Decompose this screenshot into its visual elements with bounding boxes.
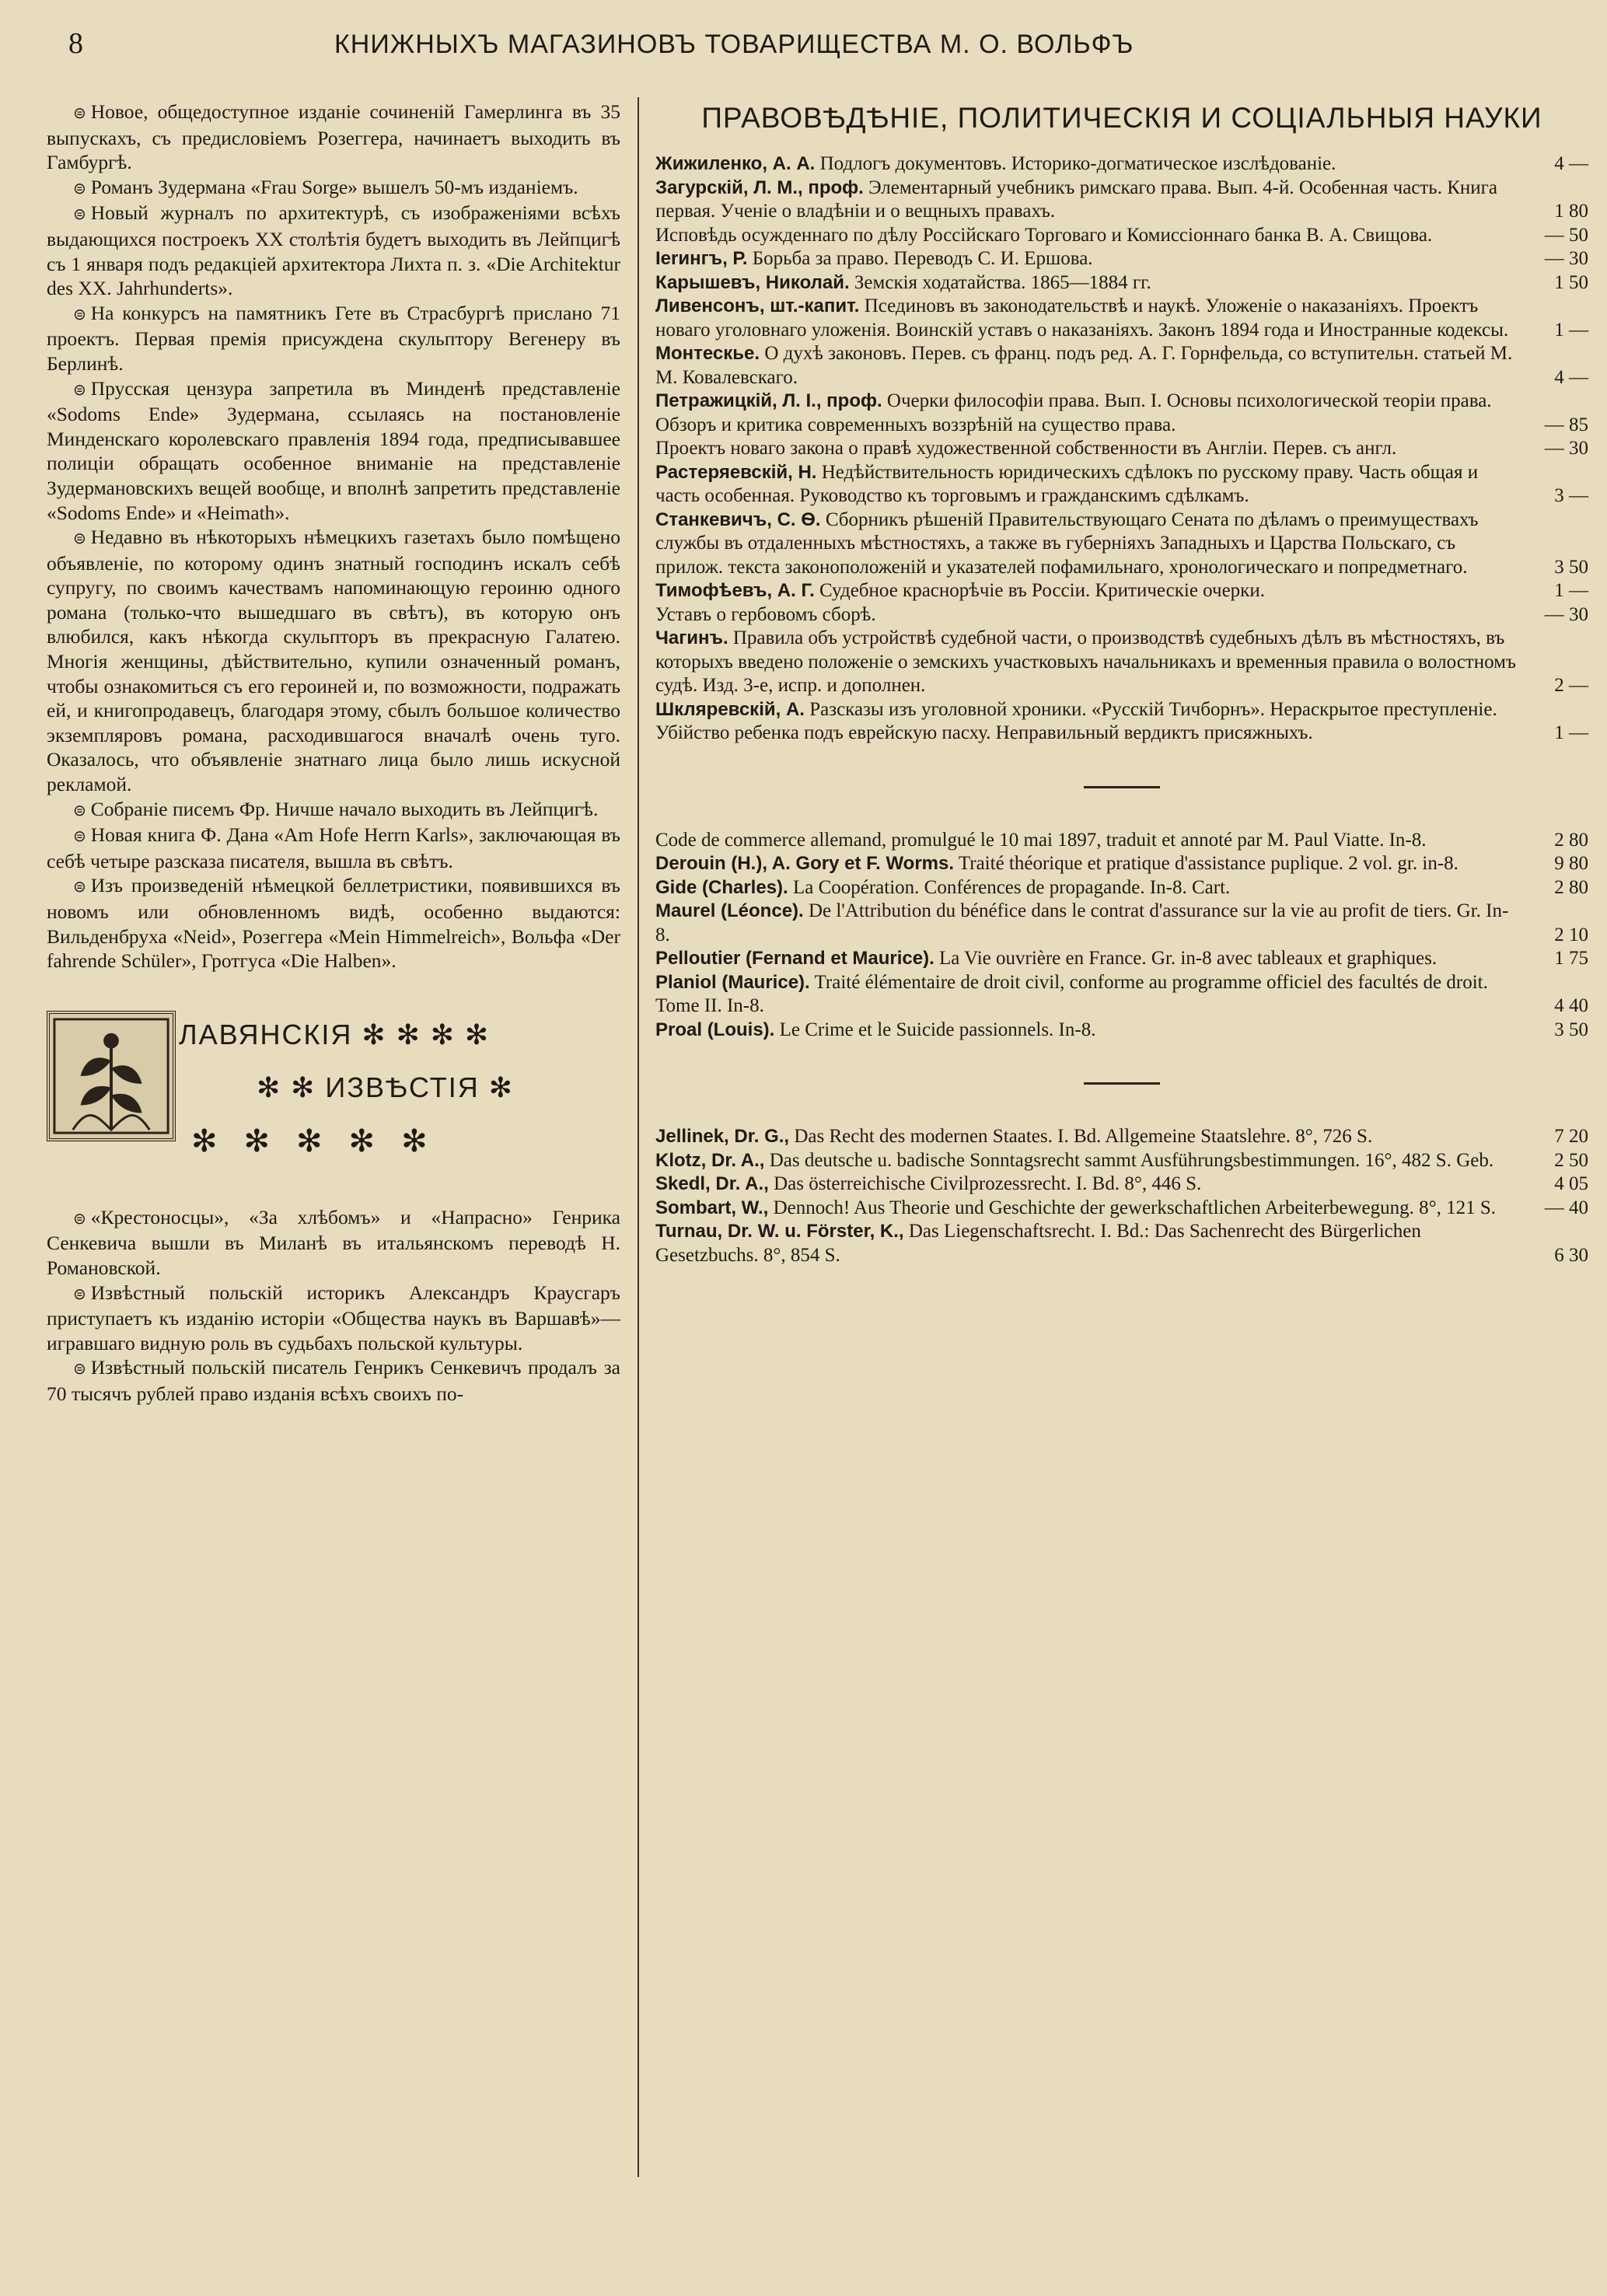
bullet-icon: ⊜ — [73, 204, 86, 224]
book-entry — [655, 698, 1588, 746]
news-item — [47, 823, 620, 873]
book-price: 4 05 — [1554, 1173, 1588, 1194]
news-text: На конкурсъ на памятникъ Гете въ Страсбургѣ прислано 71 проектъ. Первая премія присуждена скульптору Вегенеру въ Берлинѣ. — [47, 301, 620, 375]
book-entry — [655, 390, 1588, 437]
book-entry — [655, 342, 1588, 390]
book-author: Шкляревскій, А. — [655, 698, 805, 720]
book-title: Недѣйствительность юридическихъ сдѣлокъ по русскому праву. Часть общая и часть особенная. Руководство къ торговымъ и гражданскимъ сдѣлкамъ. — [655, 461, 1479, 506]
book-author: Станкевичъ, С. Ѳ. — [655, 508, 821, 530]
column-divider — [638, 97, 639, 2177]
french-book-list — [655, 829, 1588, 1043]
book-price: — 50 — [1544, 224, 1588, 246]
bullet-icon: ⊜ — [73, 1359, 86, 1379]
book-entry — [655, 152, 1588, 176]
news-text: Новый журналъ по архитектурѣ, съ изображеніями всѣхъ выдающихся построекъ XX столѣтія будетъ выходить въ Лейпцигѣ съ 1 января подъ редакціей архитектора Лихта п. з. «Die Architektur des XX. Jahrhunderts». — [47, 201, 620, 300]
news-text: Новая книга Ф. Дана «Am Hofe Herrn Karls», заключающая въ себѣ четыре разсказа писателя, вышла въ свѣтъ. — [47, 823, 620, 872]
book-price: 2 80 — [1554, 876, 1588, 898]
book-entry — [655, 224, 1588, 248]
book-price: 2 80 — [1554, 829, 1588, 851]
russian-book-list — [655, 152, 1588, 746]
news-text: Собраніе писемъ Фр. Ничше начало выходить въ Лейпцигѣ. — [90, 797, 599, 820]
book-entry — [655, 627, 1588, 698]
bullet-icon: ⊜ — [73, 1284, 86, 1303]
book-price: 2 10 — [1554, 924, 1588, 945]
book-author: Тимофѣевъ, А. Г. — [655, 580, 815, 601]
news-item — [47, 100, 620, 175]
book-author: Gide (Charles). — [655, 876, 788, 898]
news-item — [47, 1355, 620, 1406]
book-author: Ierингъ, Р. — [655, 248, 748, 269]
book-author: Карышевъ, Николай. — [655, 271, 850, 293]
section-separator — [1084, 1082, 1160, 1085]
book-author: Ливенсонъ, шт.-капит. — [655, 295, 860, 316]
book-title: Правила объ устройствѣ судебной части, о производствѣ судебныхъ дѣлъ въ мѣстностяхъ, въ которыхъ введено положеніе о земскихъ участковыхъ начальникахъ и временныя правила о волостномъ судѣ. Изд. 3-е, испр. и дополнен. — [655, 627, 1516, 696]
book-title: Псединовъ въ законодательствѣ и наукѣ. Уложеніе о наказаніяхъ. Проектъ новаго уголовнаго уложенія. Воинскій уставъ о наказаніяхъ. Законъ 1894 года и Иностранные кодексы. — [655, 295, 1509, 341]
book-price: 1 50 — [1554, 271, 1588, 293]
book-entry — [655, 461, 1588, 508]
book-entry — [655, 947, 1588, 971]
left-column — [47, 100, 620, 1407]
book-entry — [655, 852, 1588, 876]
book-title: Разсказы изъ уголовной хроники. «Русскій Тичборнъ». Нераскрытое преступленіе. Убійство ребенка подъ еврейскую пасху. Неправильный вердиктъ присяжныхъ. — [655, 698, 1497, 743]
book-title: Code de commerce allemand, promulgué le 10 mai 1897, traduit et annoté par M. Paul Viatte. In-8. — [655, 829, 1427, 851]
slavic-news-list — [47, 1205, 620, 1407]
book-title: Le Crime et le Suicide passionnels. In-8. — [779, 1019, 1096, 1040]
news-text: Извѣстный польскій историкъ Александръ Краусгаръ приступаетъ къ изданію исторіи «Общества наукъ въ Варшавѣ»—игравшаго видную роль въ судьбахъ польской культуры. — [47, 1281, 620, 1354]
book-author: Skedl, Dr. A., — [655, 1173, 769, 1194]
book-title: О духѣ законовъ. Перев. съ франц. подъ ред. А. Г. Горнфельда, со вступительн. статьей М. М. Ковалевскаго. — [655, 343, 1513, 388]
german-book-list — [655, 1125, 1588, 1267]
book-author: Proal (Louis). — [655, 1019, 775, 1040]
book-title: Исповѣдь осужденнаго по дѣлу Россійскаго Торговаго и Комиссіоннаго банка В. А. Свищова. — [655, 224, 1433, 246]
book-price: 3 50 — [1554, 556, 1588, 578]
book-entry — [655, 1172, 1588, 1197]
book-price: 4 40 — [1554, 995, 1588, 1016]
bullet-icon: ⊜ — [73, 800, 86, 820]
book-entry — [655, 971, 1588, 1019]
book-price: 2 50 — [1554, 1149, 1588, 1171]
section-separator — [1084, 786, 1160, 788]
book-entry — [655, 579, 1588, 603]
page-header — [47, 22, 1570, 62]
book-price: 4 — — [1554, 366, 1588, 388]
book-price: — 30 — [1544, 438, 1588, 459]
section-heading: ПРАВОВѢДѢНІЕ, ПОЛИТИЧЕСКІЯ И СОЦІАЛЬНЫЯ НАУКИ — [701, 102, 1542, 134]
book-entry — [655, 437, 1588, 461]
book-title: Das Recht des modernen Staates. I. Bd. Allgemeine Staatslehre. 8°, 726 S. — [794, 1126, 1373, 1147]
book-author: Derouin (H.), A. Gory et F. Worms. — [655, 853, 955, 874]
book-entry — [655, 1149, 1588, 1173]
bullet-icon: ⊜ — [73, 529, 86, 548]
news-text: Извѣстный польскій писатель Генрикъ Сенкевичъ продалъ за 70 тысячъ рублей право изданія всѣхъ своихъ по- — [47, 1356, 620, 1405]
news-text: Недавно въ нѣкоторыхъ нѣмецкихъ газетахъ было помѣщено объявленіе, по которому одинъ знатный господинъ искалъ себѣ супругу, по своимъ качествамъ напоминающую героиню одного романа (только-что вышедшаго въ свѣтъ), въ которую онъ влюбился, какъ нѣкогда скульпторъ въ прекрасную Галатею. Многія женщины, дѣйствительно, купили означенный романъ, чтобы ознакомиться съ его героиней и, по возможности, подражать ей, и книгопродавецъ, благодаря этому, сбылъ большое количество экземпляровъ романа, расходившагося вначалѣ очень туго. Оказалось, что объявленіе знатнаго лица было лишь искусной рекламой. — [47, 526, 620, 796]
bullet-icon: ⊜ — [73, 1208, 86, 1228]
book-entry — [655, 295, 1588, 342]
book-price: 1 — — [1554, 722, 1588, 743]
book-price: 7 20 — [1554, 1126, 1588, 1147]
book-entry — [655, 876, 1588, 900]
book-price: — 30 — [1544, 248, 1588, 269]
book-price: 3 — — [1554, 485, 1588, 506]
book-entry — [655, 508, 1588, 580]
book-price: — 30 — [1544, 603, 1588, 625]
news-item — [47, 873, 620, 973]
book-entry — [655, 176, 1588, 224]
book-price: 6 30 — [1554, 1244, 1588, 1266]
book-price: 2 — — [1554, 675, 1588, 696]
news-item — [47, 1281, 620, 1356]
book-title: Das Liegenschaftsrecht. I. Bd.: Das Sachenrecht des Bürgerlichen Gesetzbuchs. 8°, 854 S. — [655, 1221, 1421, 1266]
book-price: 1 — — [1554, 580, 1588, 601]
news-text: Романъ Зудермана «Frau Sorge» вышелъ 50-мъ изданіемъ. — [90, 175, 578, 198]
book-entry — [655, 1019, 1588, 1043]
book-title: Подлогъ документовъ. Историко-догматическое изслѣдованіе. — [819, 153, 1336, 174]
book-author: Maurel (Léonce). — [655, 900, 804, 921]
news-list — [47, 100, 620, 973]
book-entry — [655, 247, 1588, 271]
right-column — [655, 100, 1588, 1267]
book-author: Петражицкій, Л. I., проф. — [655, 390, 882, 411]
book-title: Traité élémentaire de droit civil, conforme au programme officiel des facultés de droit. Tome II. In-8. — [655, 971, 1488, 1016]
book-title: Traité théorique et pratique d'assistance puplique. 2 vol. gr. in-8. — [958, 853, 1459, 874]
book-title: Очерки философіи права. Вып. I. Основы психологической теоріи права. Обзоръ и критика современныхъ воззрѣній на существо права. — [655, 390, 1492, 435]
book-author: Pelloutier (Fernand et Maurice). — [655, 948, 935, 969]
book-title: La Vie ouvrière en France. Gr. in-8 avec tableaux et graphiques. — [938, 948, 1438, 969]
news-item — [47, 1205, 620, 1281]
news-text: Прусская цензура запретила въ Минденѣ представленіе «Sodoms Ende» Зудермана, ссылаясь на постановленіе Минденскаго королевскаго правленія 1894 года, предписывавшее полиціи обращать особенное вниманіе на представленіе Зудермановскихъ вещей вообще, и вполнѣ запретить представленіе «Sodoms Ende» и «Heimath». — [47, 376, 620, 524]
book-title: Das österreichische Civilprozessrecht. I. Bd. 8°, 446 S. — [774, 1173, 1202, 1194]
book-entry — [655, 900, 1588, 947]
book-price: — 40 — [1544, 1197, 1588, 1218]
book-title: Сборникъ рѣшеній Правительствующаго Сената по дѣламъ о преимуществахъ службы въ отдаленныхъ мѣстностяхъ, а также въ губерніяхъ Западныхъ и Царства Польскаго, съ прилож. текста законоположеній и указателей пофамильнаго, хронологическаго и попредметнаго. — [655, 508, 1479, 578]
book-author: Klotz, Dr. A., — [655, 1149, 765, 1171]
bullet-icon: ⊜ — [73, 877, 86, 896]
book-entry — [655, 271, 1588, 295]
book-price: 9 80 — [1554, 853, 1588, 874]
bullet-icon: ⊜ — [73, 178, 86, 197]
book-author: Jellinek, Dr. G., — [655, 1126, 790, 1147]
book-title: La Coopération. Conférences de propagande. In-8. Cart. — [792, 876, 1231, 898]
book-price: 1 80 — [1554, 201, 1588, 222]
book-title: Dennoch! Aus Theorie und Geschichte der gewerkschaftlichen Arbeiterbewegung. 8°, 121 S. — [773, 1197, 1497, 1218]
slavic-heading-line3: ✻✻✻✻✻ — [191, 1123, 454, 1159]
slavic-heading-line2: ✻ ✻ ИЗВѢСТІЯ ✻ — [257, 1071, 514, 1103]
book-price: 1 75 — [1554, 948, 1588, 969]
news-item — [47, 175, 620, 201]
book-entry — [655, 1125, 1588, 1149]
book-author: Turnau, Dr. W. u. Förster, K., — [655, 1221, 904, 1242]
book-price: 1 — — [1554, 319, 1588, 341]
news-item — [47, 301, 620, 376]
book-author: Монтескье. — [655, 343, 760, 364]
book-entry — [655, 1197, 1588, 1221]
book-title: De l'Attribution du bénéfice dans le contrat d'assurance sur la vie au profit de tiers. Gr. In-8. — [655, 900, 1509, 945]
book-title: Das deutsche u. badische Sonntagsrecht sammt Ausführungsbestimmungen. 16°, 482 S. Geb. — [769, 1149, 1494, 1171]
book-author: Растеряевскій, Н. — [655, 461, 817, 483]
book-entry — [655, 603, 1588, 627]
book-author: Жижиленко, А. А. — [655, 153, 816, 174]
book-title: Земскія ходатайства. 1865—1884 гг. — [854, 271, 1151, 293]
news-item — [47, 525, 620, 797]
running-title: КНИЖНЫХЪ МАГАЗИНОВЪ ТОВАРИЩЕСТВА М. О. ВОЛЬФЪ — [334, 30, 1134, 59]
bullet-icon: ⊜ — [73, 103, 86, 122]
book-price: 4 — — [1554, 153, 1588, 174]
book-entry — [655, 1220, 1588, 1267]
book-author: Planiol (Maurice). — [655, 971, 810, 993]
book-author: Sombart, W., — [655, 1197, 769, 1218]
book-entry — [655, 829, 1588, 853]
news-item — [47, 797, 620, 823]
news-text: «Крестоносцы», «За хлѣбомъ» и «Напрасно» Генрика Сенкевича вышли въ Миланѣ въ итальянскомъ переводѣ Н. Романовской. — [47, 1205, 620, 1279]
book-title: Уставъ о гербовомъ сборѣ. — [655, 603, 876, 625]
news-text: Изъ произведеній нѣмецкой беллетристики, появившихся въ новомъ или обновленномъ видѣ, особенно выдаются: Вильденбруха «Neid», Розеггера «Mein Himmelreich», Вольфа «Der fahrende Schüler», Гротгуса «Die Halben». — [47, 874, 620, 973]
slavic-news-heading — [47, 1011, 620, 1158]
news-text: Новое, общедоступное изданіе сочиненій Гамерлинга въ 35 выпускахъ, съ предисловіемъ Розеггера, начинаетъ выходить въ Гамбургѣ. — [47, 100, 620, 174]
page-number: 8 — [68, 27, 83, 60]
book-title: Проектъ новаго закона о правѣ художественной собственности въ Англіи. Перев. съ англ. — [655, 438, 1397, 459]
book-title: Элементарный учебникъ римскаго права. Вып. 4-й. Особенная часть. Книга первая. Ученіе о владѣніи и о вещныхъ правахъ. — [655, 176, 1497, 222]
book-title: Борьба за право. Переводъ С. И. Ершова. — [752, 248, 1093, 269]
bullet-icon: ⊜ — [73, 826, 86, 846]
slavic-heading-line1: ЛАВЯНСКІЯ ✻ ✻ ✻ ✻ — [179, 1018, 491, 1050]
bullet-icon: ⊜ — [73, 304, 86, 323]
news-item — [47, 376, 620, 526]
bullet-icon: ⊜ — [73, 379, 86, 399]
book-price: 3 50 — [1554, 1019, 1588, 1040]
news-item — [47, 201, 620, 300]
book-author: Чагинъ. — [655, 627, 728, 648]
book-price: — 85 — [1544, 414, 1588, 435]
book-author: Загурскій, Л. М., проф. — [655, 176, 864, 198]
book-title: Судебное краснорѣчіе въ Россіи. Критическіе очерки. — [819, 580, 1265, 601]
